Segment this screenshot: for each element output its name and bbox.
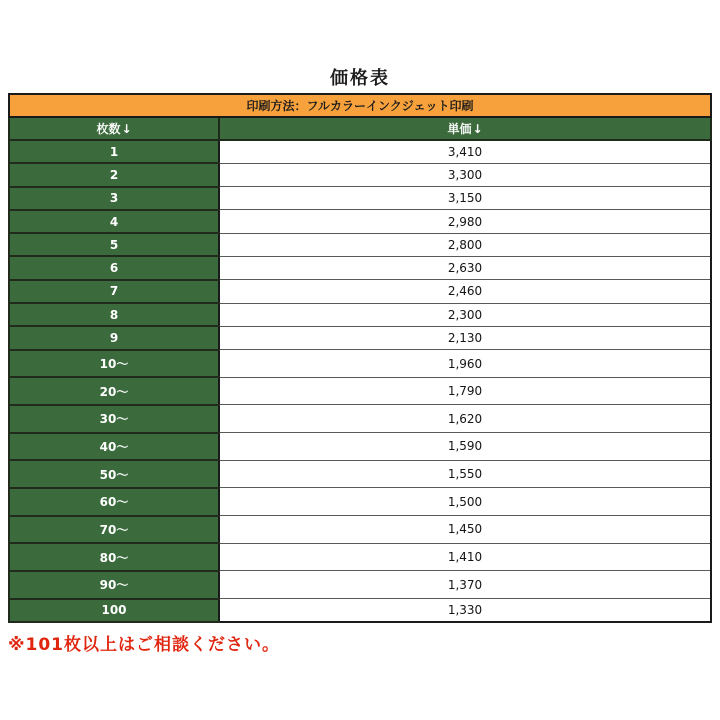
quantity-cell: 40～ <box>9 433 219 461</box>
quantity-cell: 80～ <box>9 543 219 571</box>
column-header-price <box>219 117 711 140</box>
price-cell: 1,550 <box>219 460 711 488</box>
quantity-cell: 9 <box>9 326 219 349</box>
price-cell: 3,300 <box>219 163 711 186</box>
table-row <box>9 140 711 163</box>
table-row <box>9 433 711 461</box>
sort-down-icon: ↓ <box>472 122 483 136</box>
price-cell: 1,620 <box>219 405 711 433</box>
price-table-body <box>9 140 711 622</box>
price-cell: 1,500 <box>219 488 711 516</box>
column-header-quantity-label: 枚数 <box>96 122 121 136</box>
table-row <box>9 187 711 210</box>
table-row <box>9 460 711 488</box>
price-cell: 1,590 <box>219 433 711 461</box>
quantity-cell: 2 <box>9 163 219 186</box>
print-method-header: 印刷方法：フルカラーインクジェット印刷 <box>9 94 711 117</box>
price-cell: 2,630 <box>219 256 711 279</box>
quantity-cell: 5 <box>9 233 219 256</box>
column-header-quantity <box>9 117 219 140</box>
price-cell: 2,460 <box>219 280 711 303</box>
price-cell: 1,330 <box>219 599 711 622</box>
print-method-row <box>9 94 711 117</box>
quantity-cell: 3 <box>9 187 219 210</box>
quantity-cell: 10～ <box>9 350 219 378</box>
quantity-cell: 90～ <box>9 571 219 599</box>
quantity-cell: 1 <box>9 140 219 163</box>
table-row <box>9 163 711 186</box>
table-row <box>9 326 711 349</box>
table-row <box>9 303 711 326</box>
table-row <box>9 256 711 279</box>
price-cell: 1,450 <box>219 516 711 544</box>
table-row <box>9 516 711 544</box>
quantity-cell: 7 <box>9 280 219 303</box>
table-row <box>9 488 711 516</box>
price-cell: 1,410 <box>219 543 711 571</box>
price-cell: 3,410 <box>219 140 711 163</box>
price-cell: 1,370 <box>219 571 711 599</box>
table-row <box>9 377 711 405</box>
quantity-cell: 60～ <box>9 488 219 516</box>
quantity-cell: 4 <box>9 210 219 233</box>
quantity-cell: 6 <box>9 256 219 279</box>
price-cell: 1,960 <box>219 350 711 378</box>
price-cell: 2,800 <box>219 233 711 256</box>
price-cell: 2,300 <box>219 303 711 326</box>
price-cell: 2,130 <box>219 326 711 349</box>
price-table <box>8 93 712 623</box>
page-title: 価格表 <box>330 68 390 89</box>
price-cell: 3,150 <box>219 187 711 210</box>
column-header-row <box>9 117 711 140</box>
table-row <box>9 599 711 622</box>
quantity-cell: 50～ <box>9 460 219 488</box>
table-row <box>9 210 711 233</box>
table-row <box>9 280 711 303</box>
quantity-cell: 100 <box>9 599 219 622</box>
table-row <box>9 233 711 256</box>
table-row <box>9 350 711 378</box>
quantity-cell: 70～ <box>9 516 219 544</box>
quantity-cell: 8 <box>9 303 219 326</box>
table-row <box>9 543 711 571</box>
price-cell: 1,790 <box>219 377 711 405</box>
table-row <box>9 405 711 433</box>
price-cell: 2,980 <box>219 210 711 233</box>
quantity-cell: 30～ <box>9 405 219 433</box>
footer-note: ※101枚以上はご相談ください。 <box>8 635 281 655</box>
table-row <box>9 571 711 599</box>
column-header-price-label: 単価 <box>447 122 472 136</box>
sort-down-icon: ↓ <box>121 122 132 136</box>
quantity-cell: 20～ <box>9 377 219 405</box>
